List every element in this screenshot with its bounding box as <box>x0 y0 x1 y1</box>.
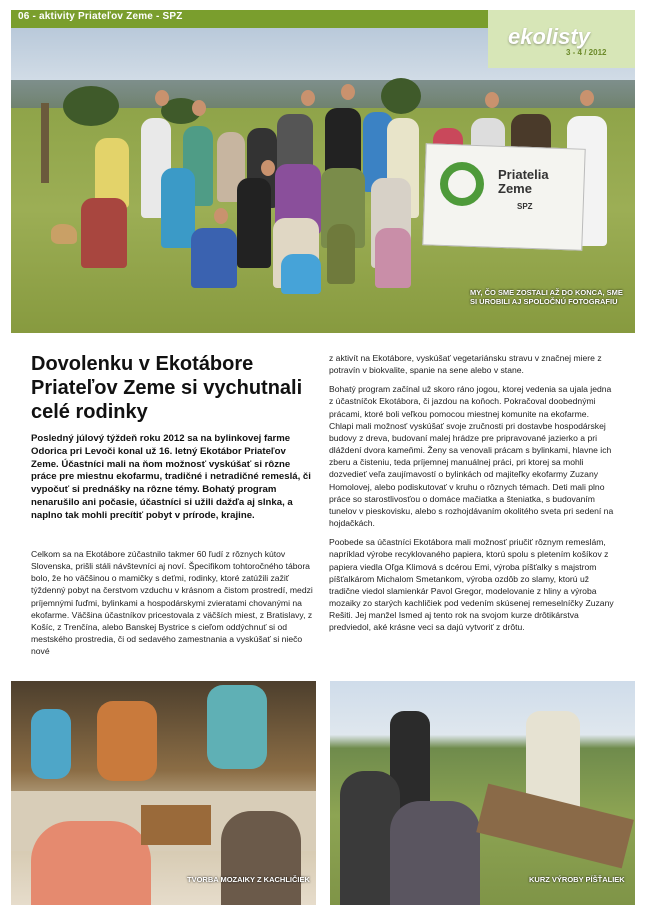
article-title: Dovolenku v Ekotábore Priateľov Zeme si vychutnali celé rodinky <box>31 353 303 423</box>
article-lead: Posledný júlový týždeň roku 2012 sa na bylinkovej farme Odorica pri Levoči konal už 16. letný Ekotábor Priateľov Zeme. Účastníci mali na ňom možnosť vyskúšať si rôzne práce pre miestnu ekofarmu, tradičné i netradičné remeslá, či vypočuť si prednášky na rôzne témy. Bohatý program nenarušilo ani počasie, účastníci si užili dažďa aj slnka, a naplno tak mohli precítiť pobyt v prírode, krajine. <box>31 433 311 521</box>
col2-paragraph-1: z aktivít na Ekotábore, vyskúšať vegetariánsku stravu v značnej miere z potravín v biokvalite, spanie na sene alebo v stane. <box>329 353 602 376</box>
banner-subtitle: SPZ <box>517 202 533 211</box>
col2-paragraph-2: Bohatý program začínal už skoro ráno jogou, ktorej vedenia sa ujala jedna z účastníčok Ekotábora, či jazdou na koňoch. Pokračoval doobednými prácami, ktoré boli veľkou pomocou miestnej komunite na ekofarme. Chlapi mali možnosť vyskúšať svoje zručnosti pri dostavbe hospodárskej budovy z dreva, budovaní malej hrádze pre pripravované jazierko a pri dláždení dvora kameňmi. Ženy sa venovali prácam s bylinkami, hlavne ich zberu a čisteniu, teda príjemnej manuálnej práci, pri ktorej sa mohli dozvedieť veľa zaujímavostí o bylinkách od majiteľky ekofarmy Zuzany Homolovej, alebo podiskutovať v kruhu o rôznych témach. Deti mali plno práce so starostlivosťou o domáce mačiatka a šteniatka, s budovaním tunelov v pieskovisku, alebo s rozhojdávaním okolitého sveta pri sedení na hojdačkách. <box>329 384 614 529</box>
ekolisty-logo: ekolisty <box>508 24 590 49</box>
mosaic-workshop-photo <box>11 681 316 905</box>
whistle-photo-caption: KURZ VÝROBY PÍŠŤALIEK <box>529 875 625 884</box>
section-header: 06 - aktivity Priateľov Zeme - SPZ <box>18 11 183 22</box>
issue-number: 3 - 4 / 2012 <box>566 48 607 57</box>
priatelia-zeme-logo-icon <box>440 162 484 206</box>
group-photo-caption: MY, ČO SME ZOSTALI AŽ DO KONCA, SME SI UROBILI AJ SPOLOČNÚ FOTOGRAFIU <box>470 288 623 306</box>
whistle-workshop-photo <box>330 681 635 905</box>
col2-paragraph-3: Poobede sa účastníci Ekotábora mali možnosť priučiť rôznym remeslám, napríklad výrobe recyklovaného papiera, ktorú spolu s pletením košíkov z papiera viedla Oľga Klimová s dcérou Emi, výroba píšťalky s majstrom píšťalkárom Michalom Smetankom, výroba ozdôb zo slamy, ktorú už tradične viedol slamienkár Pavol Gregor, modelovanie z hliny a výroba mozaiky zo starých kachličiek pod vedením skúsenej remeselníčky Zuzany Rešiti. Jej manžel Ismed aj tento rok na svojom kurze drôtikárstva predviedol, aké krásne veci sa dajú vytvoriť z drôtu. <box>329 537 614 633</box>
article-body-col2 <box>329 352 615 640</box>
banner-title: Priatelia Zeme <box>498 167 549 196</box>
article-body-col1: Celkom sa na Ekotábore zúčastnilo takmer 60 ľudí z rôznych kútov Slovenska, prišli stáli návštevníci aj noví. Špecifikom tohtoročného tábora bolo, že ho väčšinou o mamičky s deťmi, rodinky, ktoré zatúžili zažiť týždenný pobyt na čerstvom vzduchu v krásnom a čistom prostredí, medzi príjemnými ľuďmi, bylinkami a hospodárskymi zvieratami chovanými na ekofarme. Väčšina účastníkov pricestovala z väčších miest, z Bratislavy, z Košíc, z Trenčína, alebo Banskej Bystrice s cieľom oddýchnuť si od mestského prostredia, či od sedavého zamestnania a vyskúšať si niečo nové <box>31 549 313 657</box>
mosaic-photo-caption: TVORBA MOZAIKY Z KACHLIČIEK <box>187 875 310 884</box>
